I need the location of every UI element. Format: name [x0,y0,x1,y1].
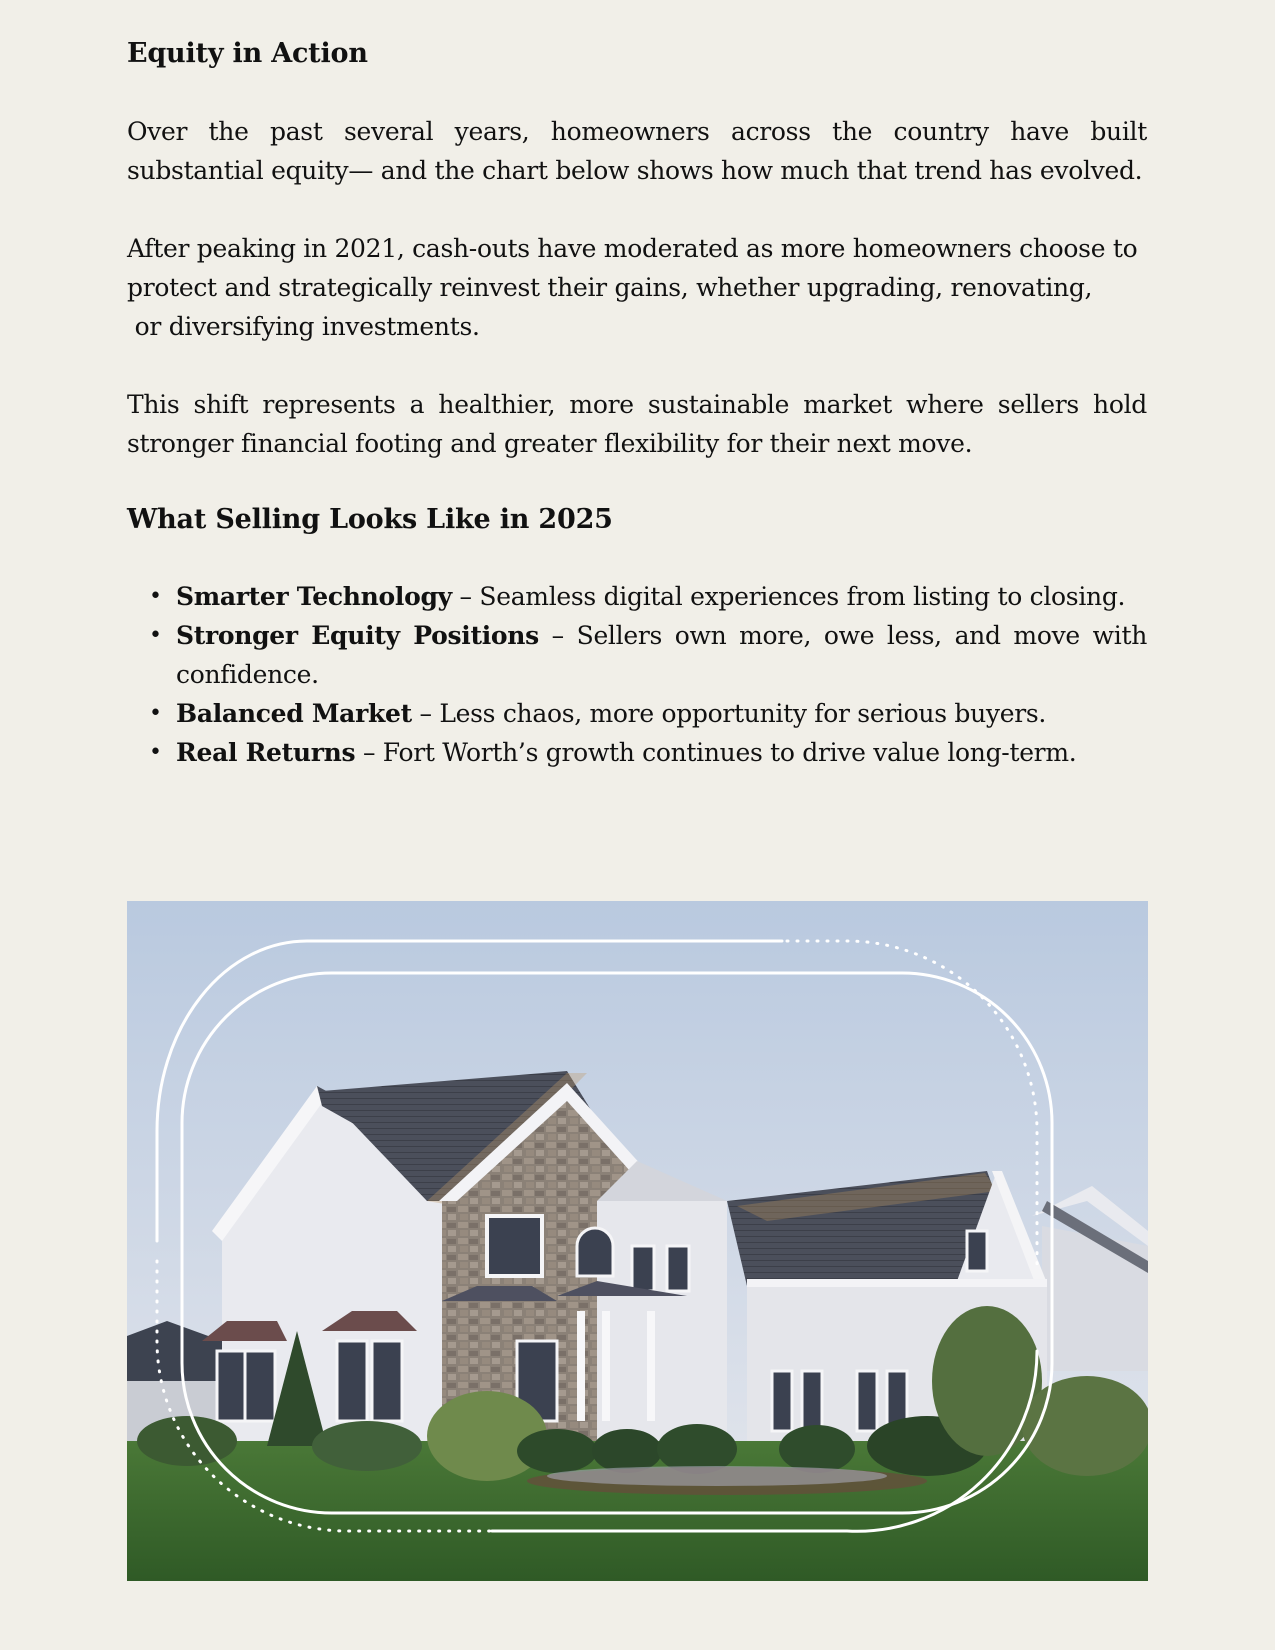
document-body [127,34,1147,772]
bullet-icon: • [149,740,162,765]
list-item [149,577,1147,616]
list-item-title: Real Returns [176,738,356,767]
list-item [149,616,1147,694]
list-item-text: – Sellers own more, owe less, and move with confidence. [176,621,1147,689]
list-item-text: – Less chaos, more opportunity for serious buyers. [411,699,1047,728]
section-heading-equity: Equity in Action [127,38,368,69]
bullet-icon: • [149,623,162,648]
list-item-title: Stronger Equity Positions [176,621,539,650]
list-item-title: Smarter Technology [176,582,452,611]
list-item [149,694,1147,733]
list-item-title: Balanced Market [176,699,412,728]
paragraph-cash-outs [127,229,1147,346]
list-item-text: – Seamless digital experiences from listing to closing. [451,582,1126,611]
bullet-list [127,577,1147,772]
bullet-icon: • [149,701,162,726]
list-item [149,733,1147,772]
paragraph-cash-outs-line1: After peaking in 2021, cash-outs have moderated as more homeowners choose to protect and strategically reinvest their gains, whether upgrading, renovating, [127,234,1138,302]
paragraph-equity-intro: Over the past several years, homeowners across the country have built substantial equity— and the chart below shows how much that trend has evolved. [127,117,1147,185]
list-item-text: – Fort Worth’s growth continues to drive value long-term. [355,738,1077,767]
paragraph-shift: This shift represents a healthier, more sustainable market where sellers hold stronger financial footing and greater flexibility for their next move. [127,390,1147,458]
paragraph-cash-outs-line2: or diversifying investments. [127,312,480,341]
section-heading-selling-2025: What Selling Looks Like in 2025 [127,504,613,535]
bullet-icon: • [149,584,162,609]
house-photo [127,901,1148,1581]
